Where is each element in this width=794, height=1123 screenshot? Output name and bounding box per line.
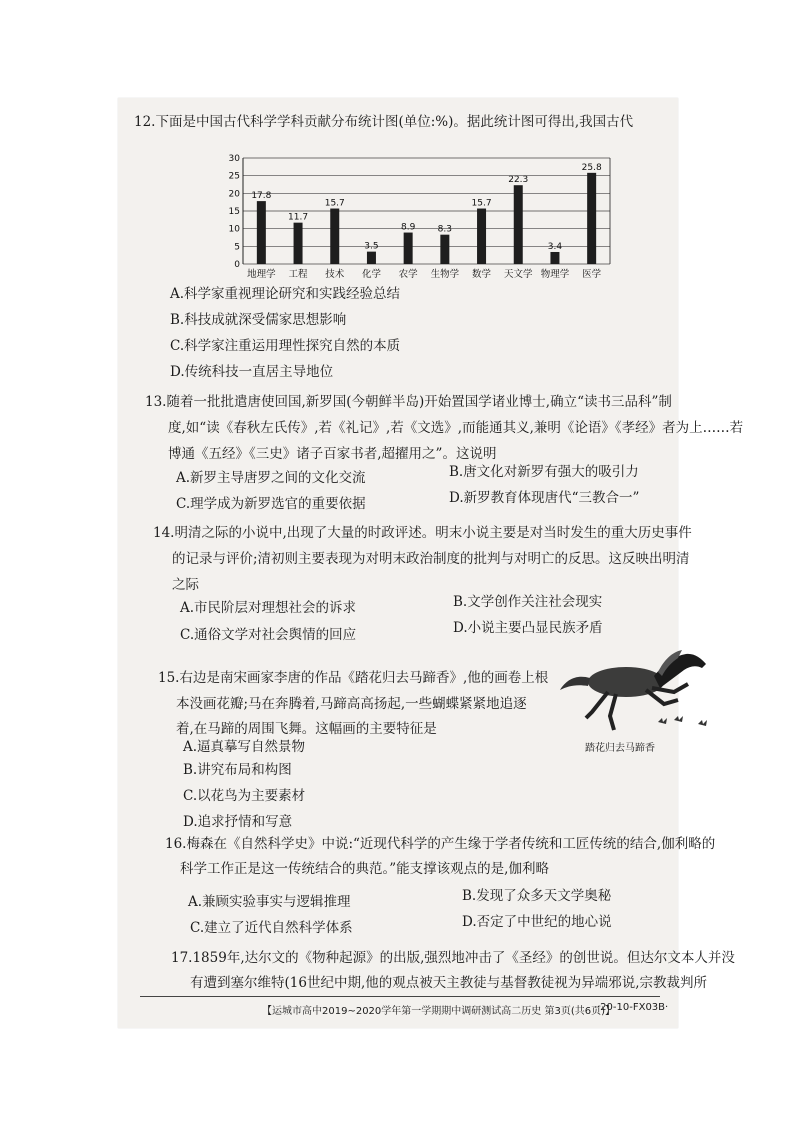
question-15-line-3: 着,在马蹄的周围飞舞。这幅画的主要特征是 <box>176 721 437 737</box>
data-label: 3.5 <box>364 241 379 252</box>
q15-option-c[interactable]: C.以花鸟为主要素材 <box>183 788 306 804</box>
bar <box>257 201 266 264</box>
bar <box>367 252 376 264</box>
x-category-label: 技术 <box>325 269 345 280</box>
q16-option-b[interactable]: B.发现了众多天文学奥秘 <box>462 888 612 904</box>
q14-option-a[interactable]: A.市民阶层对理想社会的诉求 <box>180 600 357 616</box>
question-14-line-2: 的记录与评价;清初则主要表现为对明末政治制度的批判与对明亡的反思。这反映出明清 <box>172 551 690 567</box>
q12-option-d[interactable]: D.传统科技一直居主导地位 <box>170 364 334 380</box>
q16-option-a[interactable]: A.兼顾实验事实与逻辑推理 <box>188 894 351 910</box>
x-category-label: 化学 <box>361 269 381 280</box>
y-tick-label: 25 <box>228 171 240 182</box>
y-tick-label: 30 <box>228 154 240 164</box>
bar <box>330 209 339 264</box>
q16-option-d[interactable]: D.否定了中世纪的地心说 <box>462 914 612 930</box>
butterfly-icon <box>674 716 683 722</box>
data-label: 8.3 <box>437 224 453 235</box>
question-17-line-1: 17.1859年,达尔文的《物种起源》的出版,强烈地冲击了《圣经》的创世说。但达尔文本人并没 <box>171 950 735 966</box>
data-label: 3.4 <box>547 241 563 252</box>
data-label: 15.7 <box>324 198 345 209</box>
y-tick-label: 10 <box>228 224 240 235</box>
question-17-line-2: 有遭到塞尔维特(16世纪中期,他的观点被天主教徒与基督教徒视为异端邪说,宗教裁判所 <box>190 975 708 991</box>
galloping-horse-painting <box>556 638 716 738</box>
q15-option-a[interactable]: A.逼真摹写自然景物 <box>183 739 306 755</box>
x-category-label: 医学 <box>582 269 602 280</box>
y-tick-label: 0 <box>234 260 240 270</box>
page-code: ·20-10-FX03B· <box>597 1002 669 1013</box>
x-category-label: 生物学 <box>430 269 460 280</box>
q13-option-d[interactable]: D.新罗教育体现唐代“三教合一” <box>449 490 640 506</box>
q14-option-c[interactable]: C.通俗文学对社会舆情的回应 <box>180 627 357 643</box>
q13-option-c[interactable]: C.理学成为新罗选官的重要依据 <box>176 496 366 512</box>
question-13-line-2: 度,如“读《春秋左氏传》,若《礼记》,若《文选》,而能通其义,兼明《论语》《孝经》者为上……若 <box>168 420 744 436</box>
question-12-line-1: 12.下面是中国古代科学学科贡献分布统计图(单位:%)。据此统计图可得出,我国古代 <box>134 114 634 130</box>
bar <box>440 235 449 264</box>
x-category-label: 物理学 <box>540 269 570 280</box>
bar <box>514 185 523 264</box>
data-label: 17.8 <box>251 191 272 202</box>
question-16-line-2: 科学工作正是这一传统结合的典范。”能支撑该观点的是,伽利略 <box>180 861 549 877</box>
q14-option-b[interactable]: B.文学创作关注社会现实 <box>453 594 603 610</box>
question-14-line-3: 之际 <box>172 577 199 593</box>
question-14-line-1: 14.明清之际的小说中,出现了大量的时政评述。明末小说主要是对当时发生的重大历史事件 <box>153 525 692 541</box>
contribution-bar-chart <box>225 152 615 282</box>
q12-option-b[interactable]: B.科技成就深受儒家思想影响 <box>170 312 347 328</box>
question-16-line-1: 16.梅森在《自然科学史》中说:“近现代科学的产生缘于学者传统和工匠传统的结合,伽利略的 <box>165 836 716 852</box>
bar <box>294 223 303 264</box>
x-category-label: 农学 <box>398 269 418 280</box>
x-category-label: 地理学 <box>247 269 276 280</box>
butterfly-icon <box>658 718 667 724</box>
data-label: 11.7 <box>288 212 309 223</box>
q15-option-b[interactable]: B.讲究布局和构图 <box>183 762 292 778</box>
bar <box>404 233 413 264</box>
question-15-line-2: 本没画花瓣;马在奔腾着,马蹄高高扬起,一些蝴蝶紧紧地追逐 <box>176 696 527 712</box>
x-category-label: 工程 <box>288 269 308 280</box>
q12-option-c[interactable]: C.科学家注重运用理性探究自然的本质 <box>170 338 401 354</box>
q15-option-d[interactable]: D.追求抒情和写意 <box>183 814 293 830</box>
painting-caption: 踏花归去马蹄香 <box>585 743 655 754</box>
bar <box>477 209 486 264</box>
bar <box>550 252 559 264</box>
q14-option-d[interactable]: D.小说主要凸显民族矛盾 <box>453 620 603 636</box>
x-category-label: 天文学 <box>503 269 533 280</box>
data-label: 8.9 <box>400 222 416 233</box>
page-footer: 【运城市高中2019~2020学年第一学期期中调研测试高二历史 第3页(共6页)】 <box>262 1006 615 1017</box>
q13-option-b[interactable]: B.唐文化对新罗有强大的吸引力 <box>449 464 639 480</box>
y-tick-label: 15 <box>228 207 240 217</box>
y-tick-label: 5 <box>234 242 240 253</box>
data-label: 22.3 <box>508 175 529 186</box>
bar <box>587 173 596 264</box>
q13-option-a[interactable]: A.新罗主导唐罗之间的文化交流 <box>176 470 366 486</box>
y-tick-label: 20 <box>228 189 240 200</box>
question-13-line-3: 博通《五经》《三史》诸子百家书者,超擢用之”。这说明 <box>168 446 497 462</box>
x-category-label: 数学 <box>472 269 492 280</box>
data-label: 25.8 <box>581 162 602 173</box>
question-15-line-1: 15.右边是南宋画家李唐的作品《踏花归去马蹄香》,他的画卷上根 <box>158 670 549 686</box>
data-label: 15.7 <box>471 198 492 209</box>
footer-divider <box>140 996 660 997</box>
q12-option-a[interactable]: A.科学家重视理论研究和实践经验总结 <box>170 286 401 302</box>
question-13-line-1: 13.随着一批批遣唐使回国,新罗国(今朝鲜半岛)开始置国学诸业博士,确立“读书三品科”制 <box>145 394 672 410</box>
q16-option-c[interactable]: C.建立了近代自然科学体系 <box>190 920 353 936</box>
butterfly-icon <box>698 720 707 726</box>
